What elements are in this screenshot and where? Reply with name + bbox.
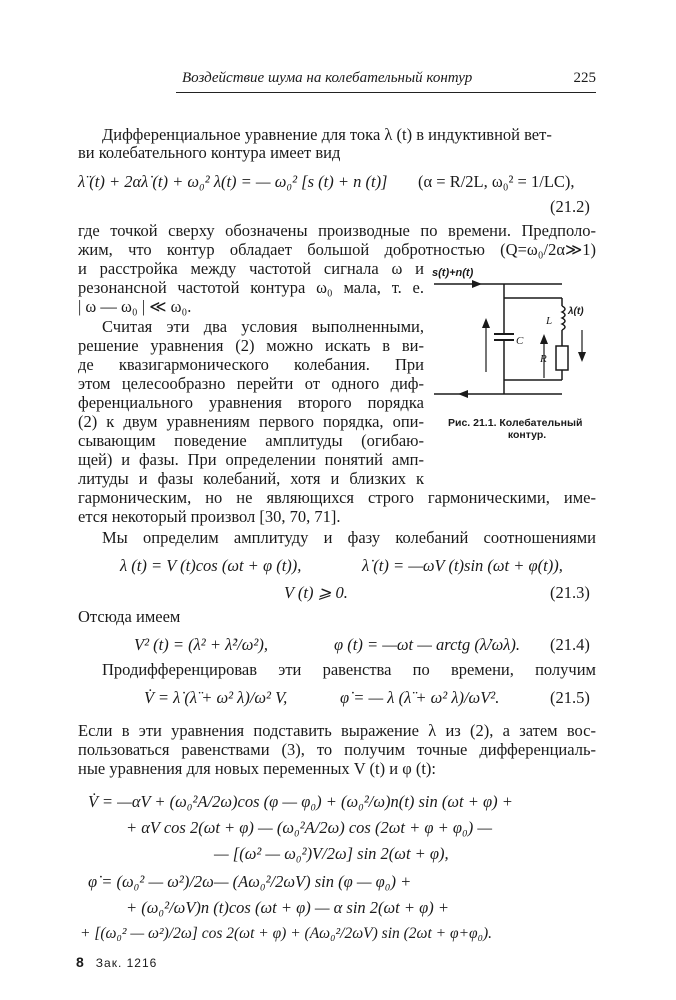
equation-21-5a: V̇ = λ̇ (λ̈ + ω² λ)/ω² V, — [144, 688, 288, 707]
page-number: 225 — [573, 70, 596, 86]
order-number: Зак. 1216 — [95, 956, 158, 970]
text-line: Считая эти два условия выполненными, — [102, 317, 424, 336]
equation-amplitude-3: — [(ω² — ω₀²)V/2ω] sin 2(ωt + φ), — [214, 844, 449, 863]
page-footer — [76, 954, 157, 970]
text-line: ется некоторый произвол [30, 70, 71]. — [78, 507, 341, 526]
text-line: резонансной частотой контура ω₀ мала, т. е. — [78, 278, 424, 297]
current-label: λ(t) — [568, 306, 584, 317]
text-line: (2) к двум уравнениям первого порядка, опи- — [78, 412, 424, 431]
caption-line: контур. — [507, 429, 547, 441]
equation-phase-2: + (ω₀²/ωV)n (t)cos (ωt + φ) — α sin 2(ωt + φ) + — [126, 898, 450, 917]
equation-number: (21.2) — [550, 197, 590, 216]
equation-21-4b: φ (t) = —ωt — arctg (λ̇/ωλ). — [334, 635, 521, 654]
equation-21-3b: λ̇ (t) = —ωV (t)sin (ωt + φ(t)), — [362, 556, 563, 575]
text-line: литуды и фазы колебаний, хотя и близких к — [78, 469, 424, 488]
text-line: жим, что контур обладает большой добротностью (Q=ω₀/2α≫1) — [78, 240, 596, 259]
circuit-figure — [428, 262, 608, 412]
arrow-down-icon — [578, 352, 586, 362]
text-line: пользоваться равенствами (3), то получим точные дифференциаль- — [78, 740, 596, 759]
equation-21-3c: V (t) ⩾ 0. — [284, 583, 348, 602]
page-header — [176, 68, 596, 93]
text-line: и расстройка между частотой сигнала ω и — [78, 259, 424, 278]
equation-21-2: λ̈ (t) + 2αλ̇ (t) + ω₀² λ(t) = — ω₀² [s (t) + n (t)] — [78, 172, 388, 191]
equation-21-2-params: (α = R/2L, ω₀² = 1/LC), — [418, 172, 575, 191]
text-line: де квазигармонического колебания. При — [78, 355, 424, 374]
input-label: s(t)+n(t) — [432, 267, 474, 279]
text-line: Отсюда имеем — [78, 607, 181, 626]
equation-21-4a: V² (t) = (λ² + λ̇²/ω²), — [134, 635, 268, 654]
text-line: Продифференцировав эти равенства по времени, получим — [102, 660, 596, 679]
equation-21-3a: λ (t) = V (t)cos (ωt + φ (t)), — [120, 556, 302, 575]
equation-number: (21.3) — [550, 583, 590, 602]
running-title: Воздействие шума на колебательный контур — [182, 70, 473, 86]
resistor-label: R — [540, 353, 547, 365]
equation-phase-1: φ̇ = (ω₀² — ω²)/2ω— (Aω₀²/2ωV) sin (φ — φ₀) + — [88, 872, 412, 891]
text-line: гармоническим, но не являющихся строго гармоническими, име- — [78, 488, 596, 507]
resistor — [556, 346, 568, 370]
equation-21-5b: φ̇ = — λ (λ̈ + ω² λ)/ωV². — [340, 688, 500, 707]
text-line: ные уравнения для новых переменных V (t) и φ (t): — [78, 759, 436, 778]
text-line: ви колебательного контура имеет вид — [78, 143, 341, 162]
arrow-left-icon — [458, 390, 468, 398]
equation-amplitude-2: + αV cos 2(ωt + φ) — (ω₀²A/2ω) cos (2ωt + φ + φ₀) — — [126, 818, 493, 837]
text-line: ференциального уравнения второго порядка — [78, 393, 424, 412]
caption-line: Рис. 21.1. Колебательный — [448, 417, 583, 429]
text-line: Если в эти уравнения подставить выражение λ из (2), а затем вос- — [78, 721, 596, 740]
equation-amplitude-1: V̇ = —αV + (ω₀²A/2ω)cos (φ — φ₀) + (ω₀²/ω)n(t) sin (ωt + φ) + — [88, 792, 513, 811]
capacitor-label: C — [516, 335, 524, 347]
sheet-signature: 8 — [76, 954, 84, 970]
figure-caption — [448, 417, 606, 441]
arrow-up-icon — [540, 334, 548, 344]
text-line: решение уравнения (2) можно искать в ви- — [78, 336, 424, 355]
text-line: Дифференциальное уравнение для тока λ (t) в индуктивной вет- — [102, 125, 552, 144]
inductor-label: L — [546, 315, 553, 327]
equation-phase-3: + [(ω₀² — ω²)/2ω] cos 2(ωt + φ) + (Aω₀²/2ωV) sin (2ωt + φ+φ₀). — [80, 925, 493, 942]
text-line: где точкой сверху обозначены производные по времени. Предполо- — [78, 221, 596, 240]
inductor-coil — [562, 306, 565, 330]
arrow-right-icon — [472, 280, 482, 288]
arrow-up-icon — [482, 318, 490, 328]
text-line: Мы определим амплитуду и фазу колебаний соотношениями — [102, 528, 596, 547]
text-line: сывающим поведение амплитуды (огибаю- — [78, 431, 424, 450]
equation-number: (21.5) — [550, 688, 590, 707]
text-line: этом целесообразно перейти от одного диф- — [78, 374, 424, 393]
text-line: щей) и фазы. При определении понятий амп- — [78, 450, 424, 469]
text-line: | ω — ω₀ | ≪ ω₀. — [78, 297, 192, 316]
equation-number: (21.4) — [550, 635, 590, 654]
